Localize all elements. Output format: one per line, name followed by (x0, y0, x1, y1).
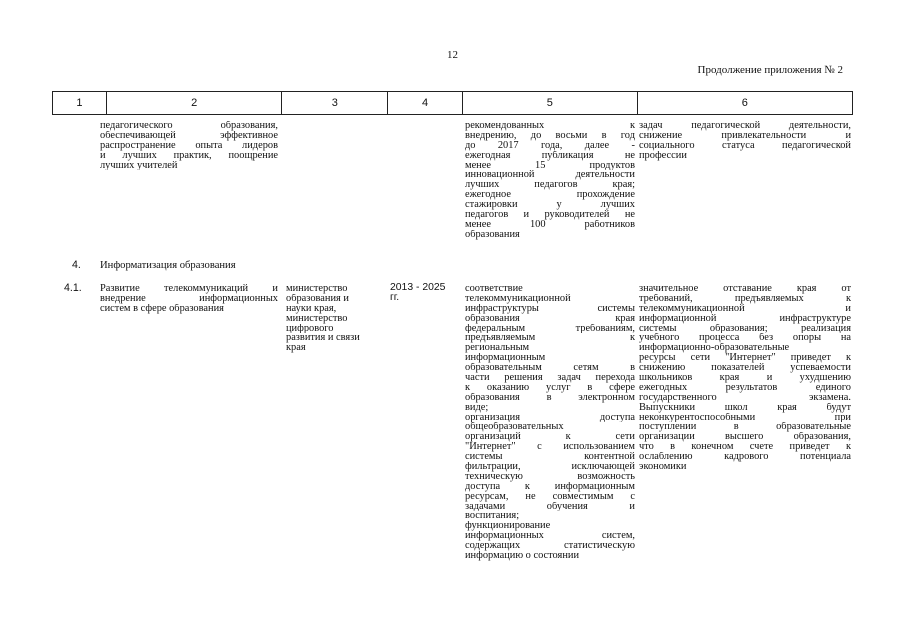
text-line: цифрового (286, 323, 334, 334)
text-line: внедрению, до восьми в год (465, 130, 635, 141)
text-line: соответствие (465, 284, 523, 294)
header-col-6: 6 (741, 97, 748, 109)
text-line: министерство (286, 284, 348, 294)
text-line: неконкурентоспособными при (639, 412, 851, 423)
text-line: лучших учителей (100, 160, 178, 171)
text-line: систем в сфере образования (100, 303, 224, 314)
text-line: организаций к сети (465, 432, 635, 443)
header-col-5: 5 (463, 92, 638, 114)
text-line: образования в электронном (465, 392, 635, 403)
row41-col2-text (100, 284, 278, 314)
text-line: техническую возможность (465, 471, 635, 482)
text-line: фильтрации, исключающей (465, 462, 635, 472)
row-number: 4.1. (64, 282, 82, 294)
text-line: лучших педагогов края; (465, 180, 635, 191)
text-line: образования (465, 229, 520, 240)
text-line: информационной инфраструктуре (639, 313, 851, 324)
text-line: развития и связи (286, 333, 360, 344)
row41-col3-text (286, 284, 382, 353)
text-line: воспитания; (465, 511, 520, 522)
text-line: общеобразовательных (465, 422, 564, 433)
text-line: региональным (465, 343, 530, 354)
text-line: доступа к информационным (465, 481, 635, 492)
text-line: значительное отставание края от (639, 284, 851, 294)
text-line: инфраструктуры системы (465, 303, 635, 314)
text-line: ежегодное прохождение (465, 190, 635, 201)
text-line: Развитие телекоммуникаций и (100, 284, 278, 294)
text-line: образования края (465, 313, 635, 324)
text-line: ослаблению кадрового потенциала (639, 452, 851, 463)
text-line: к оказанию услуг в сфере (465, 382, 635, 393)
text-line: требований, предъявляемых к (639, 293, 851, 304)
text-line: задачами обучения и (465, 501, 635, 512)
text-line: инновационной деятельности (465, 170, 635, 181)
text-line: науки края, (286, 303, 337, 314)
text-line: и лучших практик, поощрение (100, 150, 278, 161)
table-header-row (52, 91, 853, 115)
text-line: телекоммуникационной (465, 293, 571, 304)
continued-col2-text (100, 121, 278, 170)
section-number: 4. (72, 259, 81, 271)
text-line: рекомендованных к (465, 121, 635, 131)
section-title: Информатизация образования (100, 260, 236, 271)
text-line: федеральным требованиям, (465, 323, 635, 334)
text-line: функционирование (465, 521, 551, 532)
row41-col4-text (390, 283, 460, 303)
text-line: информационно-образовательные (639, 343, 790, 354)
text-line: организации высшего образования, (639, 432, 851, 443)
text-line: обеспечивающей эффективное (100, 130, 278, 141)
text-line: системы контентной (465, 452, 635, 463)
text-line: Выпускники школ края будут (639, 402, 851, 413)
text-line: информационным (465, 353, 546, 364)
text-line: внедрение информационных (100, 293, 278, 304)
header-col-4: 4 (388, 92, 463, 114)
text-line: государственного экзамена. (639, 392, 851, 403)
header-col-1: 1 (53, 92, 107, 114)
text-line: ресурсы сети "Интернет" приведет к (639, 353, 851, 364)
text-line: министерство (286, 313, 348, 324)
text-line: стажировки у лучших (465, 200, 635, 211)
text-line: образования и (286, 293, 349, 304)
text-line: части решения задач перехода (465, 373, 635, 383)
text-line: социального статуса педагогической (639, 140, 851, 151)
text-line: информацию о состоянии (465, 551, 580, 561)
continued-col6-text (639, 121, 851, 161)
continued-col5-text (465, 121, 635, 240)
text-line: профессии (639, 150, 687, 161)
text-line: содержащих статистическую (465, 541, 635, 552)
text-line: "Интернет" с использованием (465, 442, 635, 453)
text-line: до 2017 года, далее - (465, 140, 635, 151)
text-line: поступлении в образовательные (639, 422, 851, 433)
text-line: менее 15 продуктов (465, 160, 635, 171)
text-line: 2013 - 2025 (390, 283, 446, 293)
text-line: педагогического образования, (100, 121, 278, 131)
header-col-3: 3 (282, 92, 388, 114)
text-line: менее 100 работников (465, 219, 635, 230)
row41-col6-text (639, 284, 851, 472)
page-number: 12 (447, 49, 458, 61)
row41-col5-text (465, 284, 635, 561)
text-line: школьников края и ухудшению (639, 373, 851, 383)
appendix-continuation: Продолжение приложения № 2 (697, 64, 843, 76)
text-line: организация доступа (465, 412, 635, 423)
text-line: снижению показателей успеваемости (639, 363, 851, 374)
text-line: информационных систем, (465, 531, 635, 542)
text-line: системы образования; реализация (639, 323, 851, 334)
text-line: края (286, 343, 306, 354)
text-line: ежегодная публикация не (465, 150, 635, 161)
text-line: задач педагогической деятельности, (639, 121, 851, 131)
header-col-2: 2 (107, 92, 283, 114)
text-line: виде; (465, 402, 489, 413)
text-line: что в конечном счете приведет к (639, 442, 851, 453)
text-line: педагогов и руководителей не (465, 210, 635, 220)
text-line: распространение опыта лидеров (100, 140, 278, 151)
text-line: гг. (390, 292, 400, 303)
text-line: образовательным сетям в (465, 363, 635, 374)
text-line: телекоммуникационной и (639, 303, 851, 314)
text-line: экономики (639, 462, 687, 472)
text-line: снижение привлекательности и (639, 130, 851, 141)
text-line: ежегодных результатов единого (639, 382, 851, 393)
text-line: учебного процесса без опоры на (639, 333, 851, 344)
text-line: предъявляемым к (465, 333, 635, 344)
text-line: ресурсам, не совместимым с (465, 491, 635, 502)
